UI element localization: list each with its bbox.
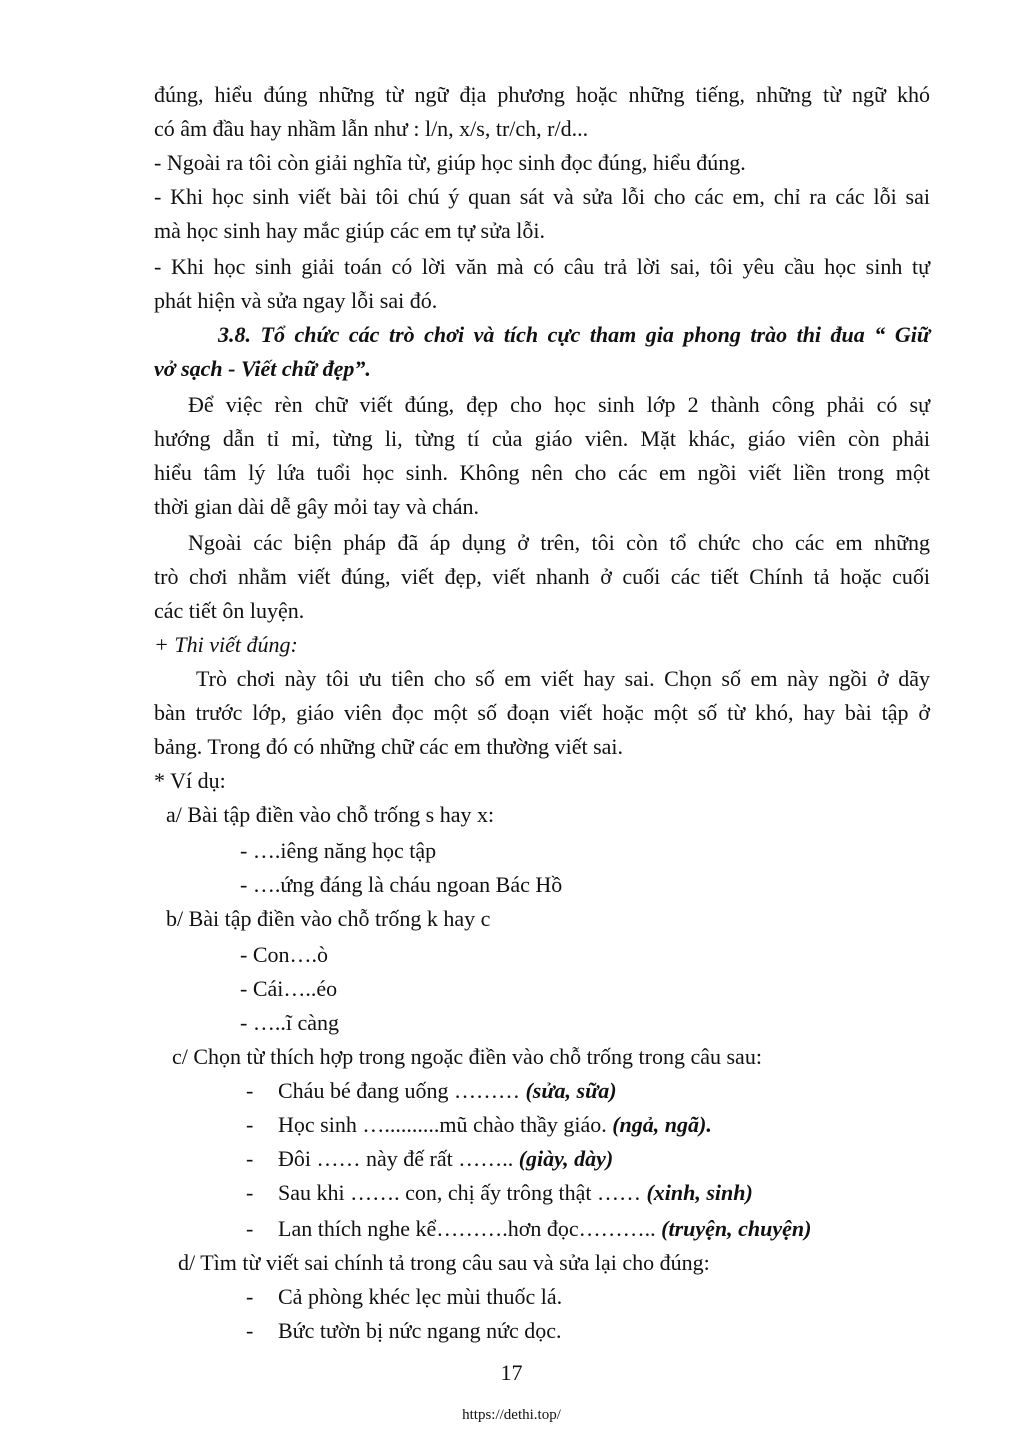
body-text-line: - Ngoài ra tôi còn giải nghĩa từ, giúp học sinh đọc đúng, hiểu đúng. xyxy=(154,150,746,175)
list-dash: - xyxy=(246,1112,254,1137)
exercise-item: - Con….ò xyxy=(240,942,328,967)
exercise-item-text: Sau khi ……. con, chị ấy trông thật …… xyxy=(278,1180,647,1205)
exercise-item: - ….iêng năng học tập xyxy=(240,838,437,863)
list-dash: - xyxy=(246,1318,254,1343)
exercise-item-text: Lan thích nghe kể……….hơn đọc……….. xyxy=(278,1216,662,1241)
body-text-line: phát hiện và sửa ngay lỗi sai đó. xyxy=(154,288,438,313)
exercise-item-hint: (giày, dày) xyxy=(518,1146,614,1171)
list-dash: - xyxy=(246,1284,254,1309)
exercise-item: - …..ĩ càng xyxy=(240,1010,339,1035)
page-number: 17 xyxy=(500,1360,523,1385)
exercise-item-hint: (sửa, sữa) xyxy=(525,1078,617,1103)
exercise-item: - ….ứng đáng là cháu ngoan Bác Hồ xyxy=(240,872,563,897)
body-text-line: Ngoài các biện pháp đã áp dụng ở trên, tôi còn tổ chức cho các em những xyxy=(188,530,930,555)
body-text-line: các tiết ôn luyện. xyxy=(154,598,305,623)
body-text-line: mà học sinh hay mắc giúp các em tự sửa lỗi. xyxy=(154,218,546,243)
body-text-line: - Khi học sinh giải toán có lời văn mà có câu trả lời sai, tôi yêu cầu học sinh tự xyxy=(154,254,930,279)
body-text-line: có âm đầu hay nhầm lẫn như : l/n, x/s, tr/ch, r/d... xyxy=(154,116,589,141)
exercise-item-text: Cả phòng khéc lẹc mùi thuốc lá. xyxy=(278,1284,563,1309)
list-dash: - xyxy=(246,1216,254,1241)
body-text-line: bàn trước lớp, giáo viên đọc một số đoạn viết hoặc một số từ khó, hay bài tập ở xyxy=(154,700,930,725)
exercise-item xyxy=(246,1110,1023,1140)
exercise-item-hint: (truyện, chuyện) xyxy=(661,1216,812,1241)
body-text-line: hiểu tâm lý lứa tuổi học sinh. Không nên cho các em ngồi viết liền trong một xyxy=(154,460,930,485)
subheading: + Thi viết đúng: xyxy=(154,632,298,657)
exercise-title: d/ Tìm từ viết sai chính tả trong câu sau và sửa lại cho đúng: xyxy=(178,1250,710,1275)
exercise-item xyxy=(246,1282,1023,1312)
exercise-item-hint: (ngả, ngã). xyxy=(612,1112,712,1137)
body-text-line: thời gian dài dễ gây mỏi tay và chán. xyxy=(154,494,480,519)
footer-url[interactable]: https://dethi.top/ xyxy=(462,1407,561,1423)
list-dash: - xyxy=(246,1146,254,1171)
example-label: * Ví dụ: xyxy=(154,768,226,793)
section-heading: vở sạch - Viết chữ đẹp”. xyxy=(154,356,371,381)
body-text-line: trò chơi nhằm viết đúng, viết đẹp, viết nhanh ở cuối các tiết Chính tả hoặc cuối xyxy=(154,564,930,589)
list-dash: - xyxy=(246,1078,254,1103)
list-dash: - xyxy=(246,1180,254,1205)
exercise-item-text: Học sinh …..........mũ chào thầy giáo. xyxy=(278,1112,613,1137)
exercise-title: b/ Bài tập điền vào chỗ trống k hay c xyxy=(166,906,491,931)
exercise-item: - Cái…..éo xyxy=(240,976,338,1001)
section-heading: 3.8. Tổ chức các trò chơi và tích cực tham gia phong trào thi đua “ Giữ xyxy=(218,322,930,347)
exercise-title: a/ Bài tập điền vào chỗ trống s hay x: xyxy=(166,802,495,827)
exercise-item xyxy=(246,1214,1023,1244)
body-text-line: hướng dẫn tỉ mỉ, từng li, từng tí của giáo viên. Mặt khác, giáo viên còn phải xyxy=(154,426,930,451)
exercise-item-hint: (xinh, sinh) xyxy=(646,1180,753,1205)
body-text-line: Trò chơi này tôi ưu tiên cho số em viết hay sai. Chọn số em này ngồi ở dãy xyxy=(196,666,930,691)
exercise-title: c/ Chọn từ thích hợp trong ngoặc điền vào chỗ trống trong câu sau: xyxy=(172,1044,762,1069)
exercise-item-text: Bức tườn bị nức ngang nức dọc. xyxy=(278,1318,562,1343)
body-text-line: - Khi học sinh viết bài tôi chú ý quan sát và sửa lỗi cho các em, chỉ ra các lỗi sai xyxy=(154,184,930,209)
body-text-line: đúng, hiểu đúng những từ ngữ địa phương hoặc những tiếng, những từ ngữ khó xyxy=(154,82,930,107)
exercise-item-text: Đôi …… này đế rất …….. xyxy=(278,1146,519,1171)
exercise-item xyxy=(246,1076,1023,1106)
body-text-line: Để việc rèn chữ viết đúng, đẹp cho học sinh lớp 2 thành công phải có sự xyxy=(188,392,930,417)
exercise-item xyxy=(246,1144,1023,1174)
exercise-item-text: Cháu bé đang uống ……… xyxy=(278,1078,526,1103)
exercise-item xyxy=(246,1316,1023,1346)
body-text-line: bảng. Trong đó có những chữ các em thường viết sai. xyxy=(154,734,624,759)
exercise-item xyxy=(246,1178,1023,1208)
